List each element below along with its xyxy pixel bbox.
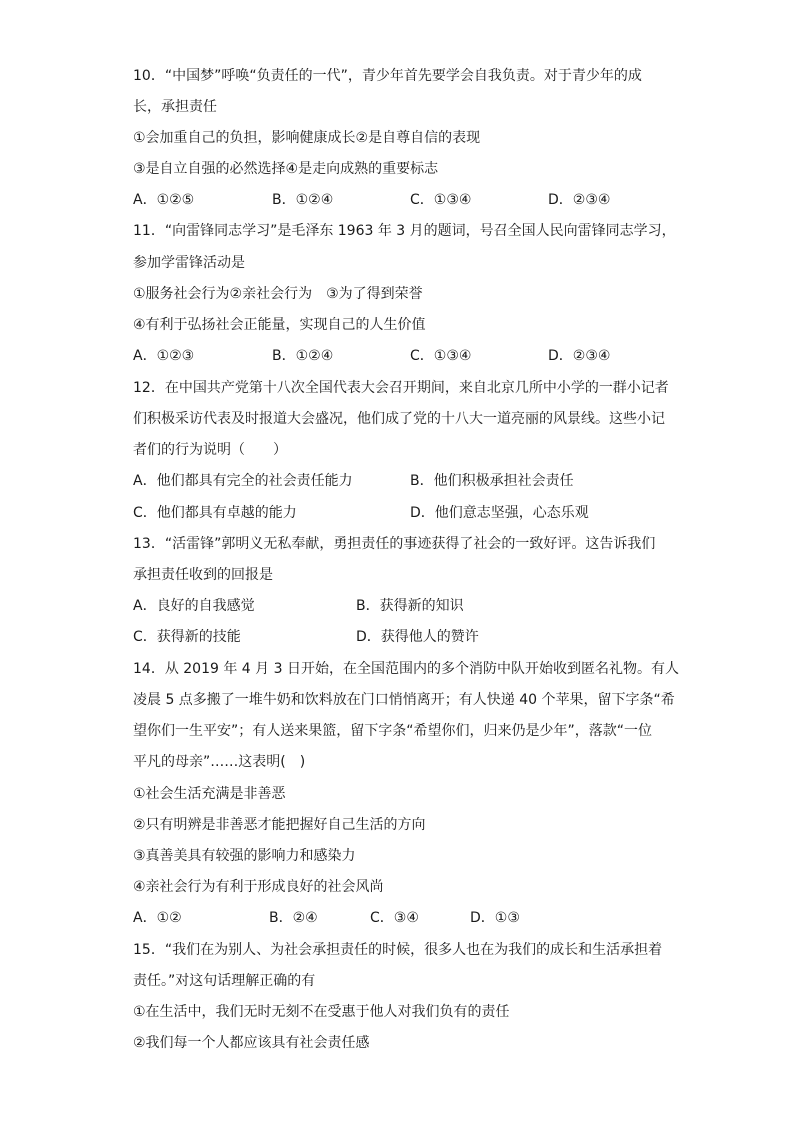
q10-item-line2: ③是自立自强的必然选择④是走向成熟的重要标志 (133, 161, 439, 177)
q12-stem-line3: 者们的行为说明（ ） (133, 442, 287, 458)
q13-option-c: C．获得新的技能 (133, 629, 241, 645)
q11-item-line2: ④有利于弘扬社会正能量，实现自己的人生价值 (133, 317, 426, 333)
q14-stem-line1: 14．从 2019 年 4 月 3 日开始，在全国范围内的多个消防中队开始收到匿名礼物。有人 (133, 661, 679, 677)
q10-option-c: C．①③④ (410, 192, 472, 208)
q12-option-d: D．他们意志坚强，心态乐观 (410, 505, 589, 521)
q14-option-a: A．①② (133, 910, 182, 926)
q14-option-b: B．②④ (269, 910, 318, 926)
q11-stem-line1: 11．“向雷锋同志学习”是毛泽东 1963 年 3 月的题词，号召全国人民向雷锋同志学习， (133, 223, 676, 239)
q13-stem-line1: 13．“活雷锋”郭明义无私奉献，勇担责任的事迹获得了社会的一致好评。这告诉我们 (133, 536, 656, 552)
q10-option-d: D．②③④ (548, 192, 611, 208)
q12-stem-line1: 12．在中国共产党第十八次全国代表大会召开期间，来自北京几所中小学的一群小记者 (133, 380, 669, 396)
q12-stem-line2: 们积极采访代表及时报道大会盛况，他们成了党的十八大一道亮丽的风景线。这些小记 (133, 411, 665, 427)
q11-option-d: D．②③④ (548, 348, 611, 364)
q11-stem-line2: 参加学雷锋活动是 (133, 255, 245, 271)
q15-stem-line1: 15．“我们在为别人、为社会承担责任的时候，很多人也在为我们的成长和生活承担着 (133, 942, 663, 958)
q11-item-line1: ①服务社会行为②亲社会行为 ③为了得到荣誉 (133, 286, 423, 302)
q12-option-c: C．他们都具有卓越的能力 (133, 505, 297, 521)
q14-item-line1: ①社会生活充满是非善恶 (133, 786, 286, 802)
q10-stem-line1: 10．“中国梦”呼唤“负责任的一代”，青少年首先要学会自我负责。对于青少年的成 (133, 68, 642, 84)
q10-item-line1: ①会加重自己的负担，影响健康成长②是自尊自信的表现 (133, 130, 481, 146)
q12-option-a: A．他们都具有完全的社会责任能力 (133, 473, 353, 489)
q14-item-line3: ③真善美具有较强的影响力和感染力 (133, 848, 356, 864)
q13-stem-line2: 承担责任收到的回报是 (133, 567, 273, 583)
q13-option-d: D．获得他人的赞许 (356, 629, 479, 645)
q15-item-line1: ①在生活中，我们无时无刻不在受惠于他人对我们负有的责任 (133, 1004, 510, 1020)
q10-stem-line2: 长，承担责任 (133, 99, 217, 115)
q13-option-a: A．良好的自我感觉 (133, 598, 255, 614)
q14-stem-line4: 平凡的母亲”……这表明( ) (133, 754, 306, 770)
q15-stem-line2: 责任。”对这句话理解正确的有 (133, 973, 316, 989)
q14-stem-line2: 凌晨 5 点多搬了一堆牛奶和饮料放在门口悄悄离开；有人快递 40 个苹果，留下字条“希 (133, 692, 675, 708)
q11-option-c: C．①③④ (410, 348, 472, 364)
q14-option-d: D．①③ (470, 910, 520, 926)
q14-stem-line3: 望你们一生平安”；有人送来果篮，留下字条“希望你们，归来仍是少年”，落款“一位 (133, 723, 653, 739)
q13-option-b: B．获得新的知识 (356, 598, 464, 614)
q11-option-b: B．①②④ (272, 348, 334, 364)
q15-item-line2: ②我们每一个人都应该具有社会责任感 (133, 1035, 370, 1051)
q11-option-a: A．①②③ (133, 348, 195, 364)
q14-option-c: C．③④ (370, 910, 419, 926)
q14-item-line2: ②只有明辨是非善恶才能把握好自己生活的方向 (133, 817, 426, 833)
q10-option-b: B．①②④ (272, 192, 334, 208)
q14-item-line4: ④亲社会行为有利于形成良好的社会风尚 (133, 879, 384, 895)
q10-option-a: A．①②⑤ (133, 192, 195, 208)
q12-option-b: B．他们积极承担社会责任 (410, 473, 574, 489)
